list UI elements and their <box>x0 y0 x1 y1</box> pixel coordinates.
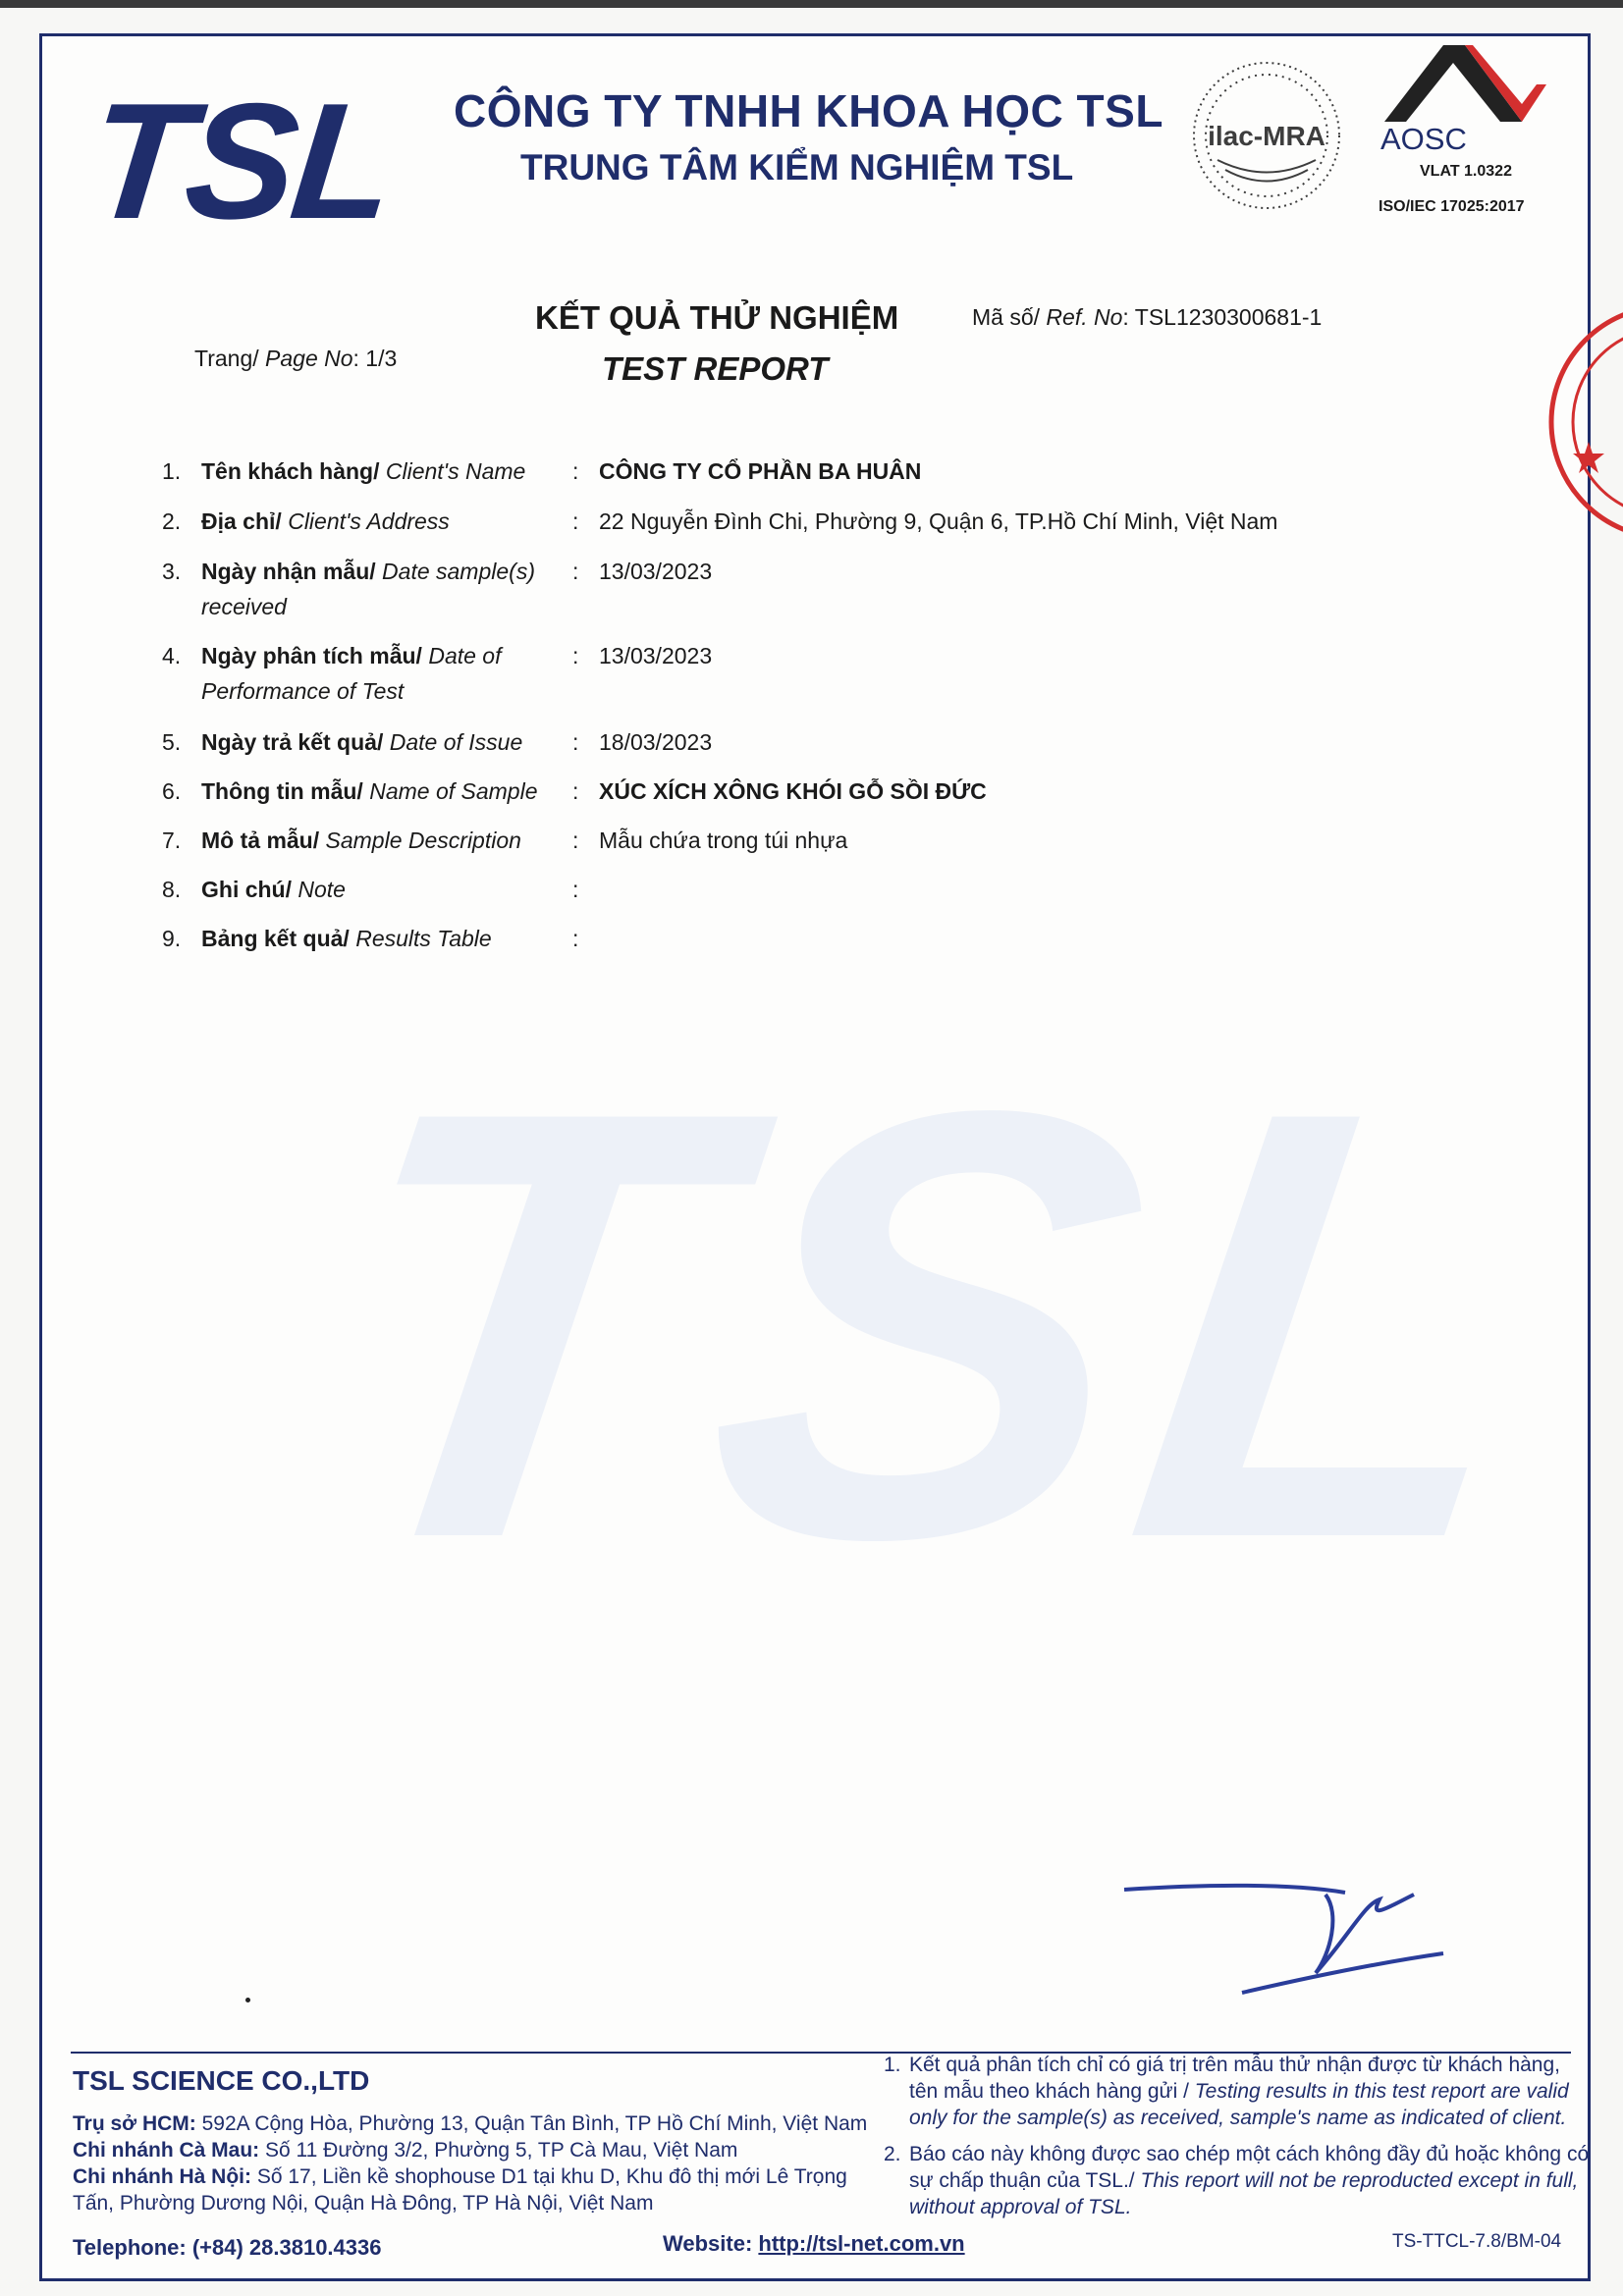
field-number: 2. <box>162 508 182 534</box>
field-label-vn: Địa chỉ/ <box>201 508 282 534</box>
company-name: CÔNG TY TNHH KHOA HỌC TSL <box>454 85 1163 136</box>
footer-addresses <box>73 2110 878 2216</box>
page-label-vn: Trang/ <box>194 346 259 371</box>
field-label <box>201 724 574 760</box>
field-number: 7. <box>162 828 182 853</box>
hanoi-label: Chi nhánh Hà Nội: <box>73 2165 251 2188</box>
camau-address-text: Số 11 Đường 3/2, Phường 5, TP Cà Mau, Việt Nam <box>265 2139 738 2162</box>
company-stamp-icon <box>1520 294 1623 589</box>
field-label <box>201 823 574 858</box>
field-number: 6. <box>162 778 182 804</box>
ref-label-en: Ref. No <box>1046 304 1123 330</box>
field-colon: : <box>572 926 579 951</box>
field-label-vn: Mô tả mẫu/ <box>201 828 320 853</box>
page-number <box>194 346 397 372</box>
field-label <box>201 921 574 956</box>
field-label-vn: Ngày nhận mẫu/ <box>201 559 376 584</box>
field-colon: : <box>572 778 579 804</box>
signature-icon <box>1119 1865 1453 2002</box>
field-colon: : <box>572 828 579 853</box>
field-value: CÔNG TY CỔ PHẦN BA HUÂN <box>599 458 922 484</box>
watermark-logo: TSL <box>286 986 1591 1665</box>
field-value: 22 Nguyễn Đình Chi, Phường 9, Quận 6, TP.Hồ Chí Minh, Việt Nam <box>599 508 1278 534</box>
field-label <box>201 638 574 709</box>
field-value: 13/03/2023 <box>599 559 713 584</box>
field-label <box>201 554 574 624</box>
stray-dot <box>245 1998 250 2002</box>
field-label-en: Client's Name <box>385 458 526 484</box>
field-label <box>201 774 574 809</box>
field-label-vn: Ghi chú/ <box>201 877 292 902</box>
field-number: 3. <box>162 559 182 584</box>
ilac-text: ilac-MRA <box>1208 121 1325 151</box>
field-number: 9. <box>162 926 182 951</box>
note-number: 1. <box>884 2054 901 2076</box>
field-value: Mẫu chứa trong túi nhựa <box>599 828 848 853</box>
hcm-address-text: 592A Cộng Hòa, Phường 13, Quận Tân Bình, TP Hồ Chí Minh, Việt Nam <box>201 2112 868 2135</box>
field-value: XÚC XÍCH XÔNG KHÓI GỖ SỒI ĐỨC <box>599 778 987 804</box>
camau-label: Chi nhánh Cà Mau: <box>73 2139 260 2162</box>
tsl-logo: TSL <box>81 69 401 253</box>
field-label-en: Sample Description <box>325 828 521 853</box>
field-number: 5. <box>162 729 182 755</box>
page-label-en: Page No <box>265 346 353 371</box>
ref-label-vn: Mã số/ <box>972 304 1041 330</box>
camau-address <box>73 2137 878 2163</box>
field-label-vn: Ngày trả kết quả/ <box>201 729 384 755</box>
field-label-vn: Bảng kết quả/ <box>201 926 350 951</box>
field-label-en: Name of Sample <box>369 778 538 804</box>
website <box>663 2231 965 2257</box>
field-label-en: Date of Performance of Test <box>201 643 502 704</box>
field-label-en: Results Table <box>355 926 492 951</box>
footer-note-2 <box>884 2141 1591 2220</box>
website-link[interactable]: http://tsl-net.com.vn <box>758 2231 965 2256</box>
field-number: 4. <box>162 643 182 668</box>
vlat-code: VLAT 1.0322 <box>1420 163 1512 180</box>
field-label-en: Date of Issue <box>389 729 523 755</box>
report-title-en: TEST REPORT <box>602 350 829 387</box>
field-label-en: Note <box>298 877 346 902</box>
field-label-vn: Thông tin mẫu/ <box>201 778 363 804</box>
note-number: 2. <box>884 2143 901 2165</box>
field-colon: : <box>572 508 579 534</box>
footer-note-1 <box>884 2052 1591 2131</box>
note1-vn: Kết quả phân tích chỉ có giá trị trên mẫu thử nhận được từ khách hàng, tên mẫu theo khách hàng gửi / <box>909 2054 1560 2103</box>
hanoi-address <box>73 2163 878 2216</box>
iso-standard: ISO/IEC 17025:2017 <box>1379 198 1525 215</box>
field-label <box>201 872 574 907</box>
field-number: 1. <box>162 458 182 484</box>
field-colon: : <box>572 643 579 668</box>
form-code: TS-TTCL-7.8/BM-04 <box>1392 2231 1562 2252</box>
field-label-en: Date sample(s) received <box>201 559 535 619</box>
footer-company: TSL SCIENCE CO.,LTD <box>73 2065 370 2096</box>
field-value: 13/03/2023 <box>599 643 713 668</box>
note2-en: This report will not be reproducted except in full, without approval of TSL. <box>909 2169 1579 2218</box>
hcm-address <box>73 2110 878 2137</box>
aosc-text: AOSC <box>1380 122 1467 156</box>
hcm-label: Trụ sở HCM: <box>73 2112 196 2135</box>
hanoi-address-text: Số 17, Liền kề shophouse D1 tại khu D, Khu đô thị mới Lê Trọng Tấn, Phường Dương Nội, Quận Hà Đông, TP Hà Nội, Việt Nam <box>73 2165 847 2215</box>
center-name: TRUNG TÂM KIỂM NGHIỆM TSL <box>520 147 1074 187</box>
field-colon: : <box>572 559 579 584</box>
field-label <box>201 454 574 489</box>
page-value: : 1/3 <box>352 346 398 371</box>
field-label-en: Client's Address <box>288 508 450 534</box>
footer-notes <box>884 2052 1591 2230</box>
ref-value: : TSL1230300681-1 <box>1122 304 1323 330</box>
note1-en: Testing results in this test report are valid only for the sample(s) as received, sample's name as indicated of client. <box>909 2080 1569 2129</box>
ref-number <box>972 304 1322 331</box>
note2-vn: Báo cáo này không được sao chép một cách không đầy đủ hoặc không có sự chấp thuận của TSL./ <box>909 2143 1590 2192</box>
field-label <box>201 504 574 539</box>
top-edge <box>0 0 1623 8</box>
field-number: 8. <box>162 877 182 902</box>
field-colon: : <box>572 877 579 902</box>
report-title-vn: KẾT QUẢ THỬ NGHIỆM <box>535 299 899 336</box>
field-colon: : <box>572 458 579 484</box>
ilac-mra-logo-icon <box>1188 57 1345 214</box>
field-label-vn: Ngày phân tích mẫu/ <box>201 643 422 668</box>
telephone: Telephone: (+84) 28.3810.4336 <box>73 2235 382 2260</box>
field-colon: : <box>572 729 579 755</box>
field-value: 18/03/2023 <box>599 729 713 755</box>
field-label-vn: Tên khách hàng/ <box>201 458 380 484</box>
website-label: Website: <box>663 2231 753 2256</box>
